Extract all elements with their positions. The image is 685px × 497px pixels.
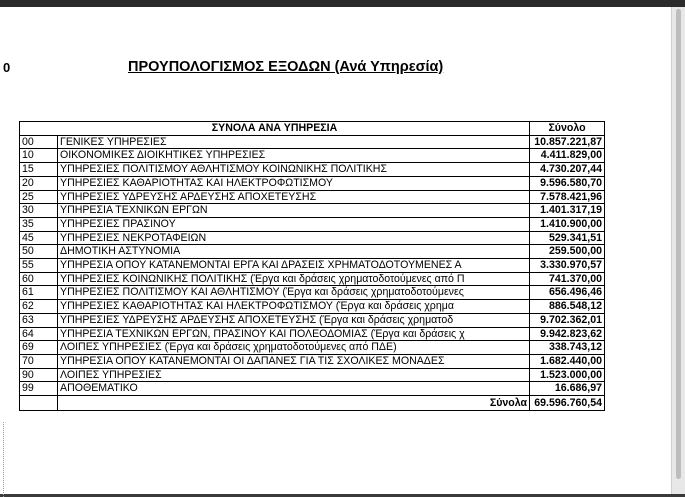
service-name: ΥΠΗΡΕΣΙΑ ΟΠΟΥ ΚΑΤΑΝΕΜΟΝΤΑΙ ΟΙ ΔΑΠΑΝΕΣ ΓΙΑ ΤΙΣ ΣΧΟΛΙΚΕΣ ΜΟΝΑΔΕΣ <box>58 354 530 368</box>
service-amount: 1.401.317,19 <box>530 204 605 218</box>
service-name: ΥΠΗΡΕΣΙΑ ΤΕΧΝΙΚΩΝ ΕΡΓΩΝ <box>58 204 530 218</box>
service-amount: 1.523.000,00 <box>530 368 605 382</box>
total-label: Σύνολα <box>58 396 530 411</box>
service-name: ΥΠΗΡΕΣΙΕΣ ΚΑΘΑΡΙΟΤΗΤΑΣ ΚΑΙ ΗΛΕΚΤΡΟΦΩΤΙΣΜΟΥ (Έργα και δράσεις χρημα <box>58 300 530 314</box>
service-amount: 9.596.580,70 <box>530 176 605 190</box>
service-name: ΥΠΗΡΕΣΙΕΣ ΥΔΡΕΥΣΗΣ ΑΡΔΕΥΣΗΣ ΑΠΟΧΕΤΕΥΣΗΣ <box>58 190 530 204</box>
table-row <box>20 135 605 149</box>
service-amount: 886.548,12 <box>530 300 605 314</box>
service-amount: 3.330.970,57 <box>530 259 605 273</box>
service-code: 60 <box>20 272 58 286</box>
service-code: 10 <box>20 149 58 163</box>
service-amount: 16.686,97 <box>530 382 605 396</box>
service-amount: 10.857.221,87 <box>530 135 605 149</box>
page-edge-mark <box>3 422 5 497</box>
header-services-totals: ΣΥΝΟΛΑ ΑΝΑ ΥΠΗΡΕΣΙΑ <box>20 122 530 136</box>
table-row <box>20 259 605 273</box>
service-name: ΑΠΟΘΕΜΑΤΙΚΟ <box>58 382 530 396</box>
service-code: 25 <box>20 190 58 204</box>
service-code: 35 <box>20 217 58 231</box>
service-amount: 741.370,00 <box>530 272 605 286</box>
table-row <box>20 354 605 368</box>
service-code: 64 <box>20 327 58 341</box>
service-amount: 656.496,46 <box>530 286 605 300</box>
service-name: ΓΕΝΙΚΕΣ ΥΠΗΡΕΣΙΕΣ <box>58 135 530 149</box>
service-code: 30 <box>20 204 58 218</box>
service-code: 45 <box>20 231 58 245</box>
page-number-fragment: 0 <box>3 60 11 75</box>
service-amount: 4.411.829,00 <box>530 149 605 163</box>
budget-table <box>19 121 605 411</box>
scrollbar-thumb[interactable] <box>676 9 681 479</box>
table-row <box>20 245 605 259</box>
service-amount: 1.682.440,00 <box>530 354 605 368</box>
service-code: 00 <box>20 135 58 149</box>
table-body <box>20 135 605 395</box>
service-code: 63 <box>20 313 58 327</box>
service-amount: 338.743,12 <box>530 341 605 355</box>
table-row <box>20 217 605 231</box>
service-code: 50 <box>20 245 58 259</box>
table-row <box>20 286 605 300</box>
table-header-row <box>20 122 605 136</box>
service-code: 69 <box>20 341 58 355</box>
service-code: 55 <box>20 259 58 273</box>
service-code: 61 <box>20 286 58 300</box>
service-name: ΛΟΙΠΕΣ ΥΠΗΡΕΣΙΕΣ (Έργα και δράσεις χρηματοδοτούμενες από ΠΔΕ) <box>58 341 530 355</box>
service-amount: 4.730.207,44 <box>530 163 605 177</box>
table-row <box>20 204 605 218</box>
service-name: ΛΟΙΠΕΣ ΥΠΗΡΕΣΙΕΣ <box>58 368 530 382</box>
table-total-row <box>20 396 605 411</box>
service-name: ΥΠΗΡΕΣΙΕΣ ΠΡΑΣΙΝΟΥ <box>58 217 530 231</box>
service-amount: 9.942.823,62 <box>530 327 605 341</box>
service-amount: 7.578.421,96 <box>530 190 605 204</box>
service-name: ΟΙΚΟΝΟΜΙΚΕΣ ΔΙΟΙΚΗΤΙΚΕΣ ΥΠΗΡΕΣΙΕΣ <box>58 149 530 163</box>
viewer-top-bar <box>0 0 685 7</box>
service-amount: 1.410.900,00 <box>530 217 605 231</box>
document-page <box>0 7 671 494</box>
header-total: Σύνολο <box>530 122 605 136</box>
table-row <box>20 190 605 204</box>
service-code: 70 <box>20 354 58 368</box>
service-code: 90 <box>20 368 58 382</box>
table-row <box>20 231 605 245</box>
table-row <box>20 341 605 355</box>
service-name: ΔΗΜΟΤΙΚΗ ΑΣΤΥΝΟΜΙΑ <box>58 245 530 259</box>
service-amount: 259.500,00 <box>530 245 605 259</box>
service-name: ΥΠΗΡΕΣΙΕΣ ΝΕΚΡΟΤΑΦΕΙΩΝ <box>58 231 530 245</box>
service-code: 99 <box>20 382 58 396</box>
table-row <box>20 313 605 327</box>
service-name: ΥΠΗΡΕΣΙΕΣ ΥΔΡΕΥΣΗΣ ΑΡΔΕΥΣΗΣ ΑΠΟΧΕΤΕΥΣΗΣ (Έργα και δράσεις χρηματοδ <box>58 313 530 327</box>
service-amount: 9.702.362,01 <box>530 313 605 327</box>
table-row <box>20 327 605 341</box>
service-name: ΥΠΗΡΕΣΙΑ ΟΠΟΥ ΚΑΤΑΝΕΜΟΝΤΑΙ ΕΡΓΑ ΚΑΙ ΔΡΑΣΕΙΣ ΧΡΗΜΑΤΟΔΟΤΟΥΜΕΝΕΣ Α <box>58 259 530 273</box>
service-name: ΥΠΗΡΕΣΙΕΣ ΠΟΛΙΤΙΣΜΟΥ ΚΑΙ ΑΘΛΗΤΙΣΜΟΥ (Έργα και δράσεις χρηματοδοτούμενες <box>58 286 530 300</box>
service-name: ΥΠΗΡΕΣΙΕΣ ΚΟΙΝΩΝΙΚΗΣ ΠΟΛΙΤΙΚΗΣ (Έργα και δράσεις χρηματοδοτούμενες από Π <box>58 272 530 286</box>
table-row <box>20 272 605 286</box>
service-code: 62 <box>20 300 58 314</box>
table-row <box>20 176 605 190</box>
table-row <box>20 163 605 177</box>
service-name: ΥΠΗΡΕΣΙΕΣ ΚΑΘΑΡΙΟΤΗΤΑΣ ΚΑΙ ΗΛΕΚΤΡΟΦΩΤΙΣΜΟΥ <box>58 176 530 190</box>
service-amount: 529.341,51 <box>530 231 605 245</box>
total-spacer <box>20 396 58 411</box>
table-row <box>20 300 605 314</box>
service-name: ΥΠΗΡΕΣΙΑ ΤΕΧΝΙΚΩΝ ΕΡΓΩΝ, ΠΡΑΣΙΝΟΥ ΚΑΙ ΠΟΛΕΟΔΟΜΙΑΣ (Έργα και δράσεις χ <box>58 327 530 341</box>
service-code: 15 <box>20 163 58 177</box>
table-row <box>20 149 605 163</box>
vertical-scrollbar[interactable] <box>671 7 685 494</box>
service-code: 20 <box>20 176 58 190</box>
total-amount: 69.596.760,54 <box>530 396 605 411</box>
document-title: ΠΡΟΥΠΟΛΟΓΙΣΜΟΣ ΕΞΟΔΩΝ (Ανά Υπηρεσία) <box>128 59 444 75</box>
service-name: ΥΠΗΡΕΣΙΕΣ ΠΟΛΙΤΙΣΜΟΥ ΑΘΛΗΤΙΣΜΟΥ ΚΟΙΝΩΝΙΚΗΣ ΠΟΛΙΤΙΚΗΣ <box>58 163 530 177</box>
table-row <box>20 382 605 396</box>
table-row <box>20 368 605 382</box>
